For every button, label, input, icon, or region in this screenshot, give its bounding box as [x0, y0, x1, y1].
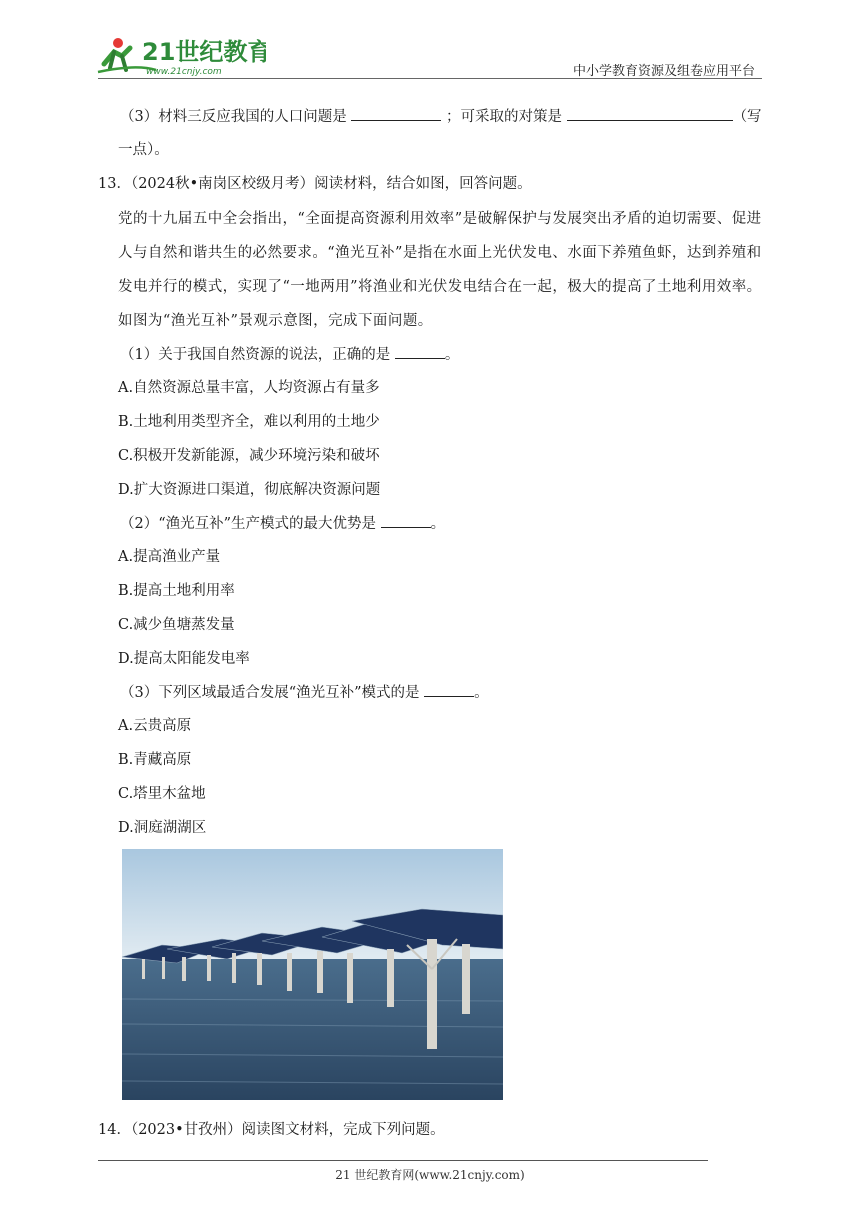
q13-sub1-option-b: B.土地利用类型齐全，难以利用的土地少	[118, 414, 380, 430]
page-header	[0, 0, 860, 90]
q13-sub3-option-b: B.青藏高原	[118, 752, 192, 768]
q12-part3-continuation: 一点）。	[118, 142, 169, 158]
q13-sub1-option-d: D.扩大资源进口渠道，彻底解决资源问题	[118, 482, 381, 498]
q13-sub2-stem: （2）“渔光互补”生产模式的最大优势是 。	[120, 513, 445, 534]
q13-sub2-option-d: D.提高太阳能发电率	[118, 651, 250, 667]
q13-sub3-option-a: A.云贵高原	[118, 718, 192, 734]
q13-sub1-option-a: A.自然资源总量丰富，人均资源占有量多	[118, 380, 380, 396]
logo-runner-icon	[96, 34, 266, 78]
q13-sub3-option-c: C.塔里木盆地	[118, 786, 206, 802]
q13-heading: 13．（2024秋•南岗区校级月考）阅读材料，结合如图，回答问题。	[98, 176, 532, 192]
q12-part3-line: （3）材料三反应我国的人口问题是 ；可采取的对策是 （写	[120, 106, 762, 127]
q13-sub2-option-b: B.提高土地利用率	[118, 583, 235, 599]
site-logo	[96, 34, 266, 78]
header-platform-text: 中小学教育资源及组卷应用平台	[572, 64, 755, 79]
logo-url: www.21cnjy.com	[146, 67, 222, 77]
answer-blank	[424, 682, 474, 697]
answer-blank	[395, 344, 445, 359]
answer-blank	[381, 513, 431, 528]
logo-text: 21世纪教育	[142, 38, 266, 66]
header-divider	[98, 78, 762, 79]
q13-sub1-stem: （1）关于我国自然资源的说法，正确的是 。	[120, 344, 459, 365]
q13-sub3-stem: （3）下列区域最适合发展“渔光互补”模式的是 。	[120, 682, 489, 703]
page-footer: 21 世纪教育网(www.21cnjy.com)	[335, 1168, 525, 1182]
q13-material: 党的十九届五中全会指出，“全面提高资源利用效率”是破解保护与发展突出矛盾的迫切需要、促进人与自然和谐共生的必然要求。“渔光互补”是指在水面上光伏发电、水面下养殖鱼虾，达到养殖和发电并行的模式，实现了“一地两用”将渔业和光伏发电结合在一起，极大的提高了土地利用效率。如图为“渔光互补”景观示意图，完成下面问题。	[118, 211, 762, 329]
q13-sub3-option-d: D.洞庭湖湖区	[118, 820, 207, 836]
answer-blank	[351, 106, 441, 121]
q13-sub1-option-c: C.积极开发新能源，减少环境污染和破坏	[118, 448, 380, 464]
fishery-solar-photo	[122, 849, 503, 1100]
q13-sub2-option-c: C.减少鱼塘蒸发量	[118, 617, 235, 633]
q14-heading: 14．（2023•甘孜州）阅读图文材料，完成下列问题。	[98, 1122, 445, 1138]
footer-divider	[98, 1160, 708, 1161]
q13-sub2-option-a: A.提高渔业产量	[118, 549, 221, 565]
answer-blank	[567, 106, 733, 121]
